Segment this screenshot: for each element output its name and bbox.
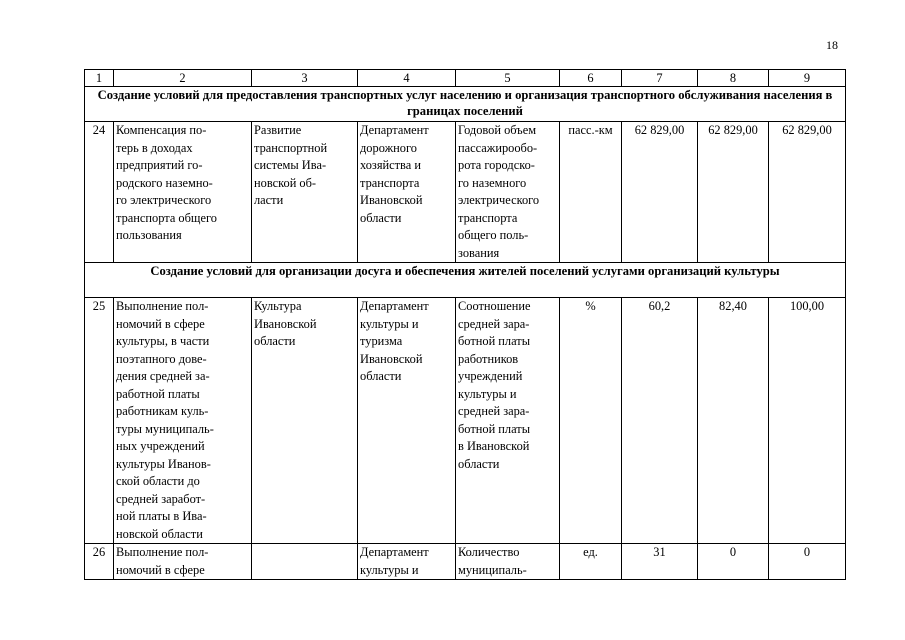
indicator-name: Соотношение средней зара- ботной платы работников учреждений культуры и средней зара- ботной платы в Ивановской области (456, 298, 560, 544)
measure-name: Компенсация по- терь в доходах предприятий го- родского наземно- го электрического транспорта общего пользования (114, 122, 252, 263)
column-number-row (85, 70, 846, 87)
unit-of-measure: пасс.-км (560, 122, 622, 263)
table-row (85, 298, 846, 544)
row-number: 24 (85, 122, 114, 263)
measure-name: Выполнение пол- номочий в сфере культуры, в части поэтапного дове- дения средней за- работной платы работникам куль- туры муниципаль- ных учреждений культуры Иванов- ской области до средней заработ- ной платы в Ива- новской области (114, 298, 252, 544)
row-number: 25 (85, 298, 114, 544)
program-name: Развитие транспортной системы Ива- новской об- ласти (252, 122, 358, 263)
column-header: 8 (698, 70, 769, 87)
column-header: 9 (769, 70, 846, 87)
column-header: 5 (456, 70, 560, 87)
page-number: 18 (826, 38, 838, 52)
measure-name: Выполнение пол- номочий в сфере (114, 544, 252, 580)
column-header: 1 (85, 70, 114, 87)
value-col-7: 60,2 (622, 298, 698, 544)
value-col-9: 0 (769, 544, 846, 580)
section-title: Создание условий для организации досуга и обеспечения жителей поселений услугами организаций культуры (85, 263, 846, 298)
value-col-9: 100,00 (769, 298, 846, 544)
column-header: 7 (622, 70, 698, 87)
column-header: 2 (114, 70, 252, 87)
unit-of-measure: ед. (560, 544, 622, 580)
row-number: 26 (85, 544, 114, 580)
column-header: 3 (252, 70, 358, 87)
indicator-name: Годовой объем пассажирообо- рота городско- го наземного электрического транспорта общего поль- зования (456, 122, 560, 263)
value-col-8: 62 829,00 (698, 122, 769, 263)
table-row (85, 544, 846, 580)
program-name (252, 544, 358, 580)
program-table (84, 69, 846, 580)
section-heading-row (85, 263, 846, 298)
column-header: 4 (358, 70, 456, 87)
value-col-8: 0 (698, 544, 769, 580)
section-heading-row (85, 87, 846, 122)
indicator-name: Количество муниципаль- (456, 544, 560, 580)
responsible-department: Департамент культуры и туризма Ивановской области (358, 298, 456, 544)
value-col-7: 31 (622, 544, 698, 580)
unit-of-measure: % (560, 298, 622, 544)
responsible-department: Департамент дорожного хозяйства и транспорта Ивановской области (358, 122, 456, 263)
value-col-7: 62 829,00 (622, 122, 698, 263)
program-name: Культура Ивановской области (252, 298, 358, 544)
value-col-8: 82,40 (698, 298, 769, 544)
value-col-9: 62 829,00 (769, 122, 846, 263)
column-header: 6 (560, 70, 622, 87)
table-row (85, 122, 846, 263)
section-title: Создание условий для предоставления транспортных услуг населению и организация транспортного обслуживания населения в границах поселений (85, 87, 846, 122)
responsible-department: Департамент культуры и (358, 544, 456, 580)
